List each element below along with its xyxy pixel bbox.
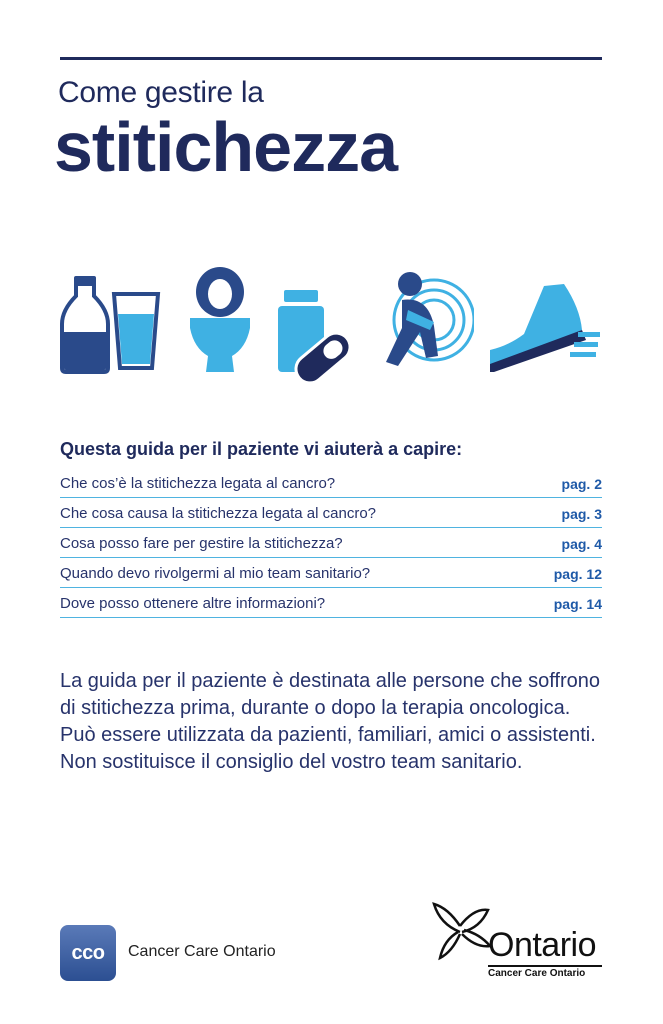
intro-paragraph <box>60 668 630 776</box>
page-subtitle: Come gestire la <box>58 76 264 109</box>
milk-bottle-icon <box>60 274 112 374</box>
glass-of-water-icon <box>110 292 162 372</box>
guide-heading: Questa guida per il paziente vi aiuterà a capire: <box>60 439 463 459</box>
person-abdominal-pain-icon <box>368 270 474 376</box>
toc-item[interactable] <box>60 528 602 558</box>
top-rule <box>60 57 602 60</box>
running-shoe-icon <box>488 284 604 376</box>
toc-question: Che cos’è la stitichezza legata al cancro? <box>60 475 336 492</box>
cco-logo: cco <box>60 925 116 981</box>
intro-line: Non sostituisce il consiglio del vostro team sanitario. <box>60 751 523 773</box>
toc-question: Che cosa causa la stitichezza legata al cancro? <box>60 505 377 522</box>
table-of-contents <box>60 468 602 618</box>
page-title: stitichezza <box>54 108 397 186</box>
ontario-subtitle: Cancer Care Ontario <box>488 968 586 979</box>
toc-page: pag. 14 <box>553 595 602 612</box>
ontario-divider <box>488 965 602 967</box>
intro-line: di stitichezza prima, durante o dopo la terapia oncologica. <box>60 697 571 719</box>
toc-item[interactable] <box>60 588 602 618</box>
toc-item[interactable] <box>60 558 602 588</box>
cco-name: Cancer Care Ontario <box>128 943 276 960</box>
toc-page: pag. 2 <box>561 475 602 492</box>
intro-line: La guida per il paziente è destinata alle persone che soffrono <box>60 670 601 692</box>
toc-page: pag. 4 <box>561 535 602 552</box>
toilet-icon <box>186 266 254 374</box>
toc-page: pag. 3 <box>561 505 602 522</box>
toc-question: Dove posso ottenere altre informazioni? <box>60 595 326 612</box>
capsule-icon <box>290 324 356 392</box>
ontario-wordmark: Ontario <box>488 926 596 964</box>
toc-question: Cosa posso fare per gestire la stitichezza? <box>60 535 343 552</box>
toc-question: Quando devo rivolgermi al mio team sanitario? <box>60 565 371 582</box>
intro-line: Può essere utilizzata da pazienti, familiari, amici o assistenti. <box>60 724 596 746</box>
toc-page: pag. 12 <box>553 565 602 582</box>
toc-item[interactable] <box>60 468 602 498</box>
toc-item[interactable] <box>60 498 602 528</box>
icon-strip <box>58 266 608 392</box>
